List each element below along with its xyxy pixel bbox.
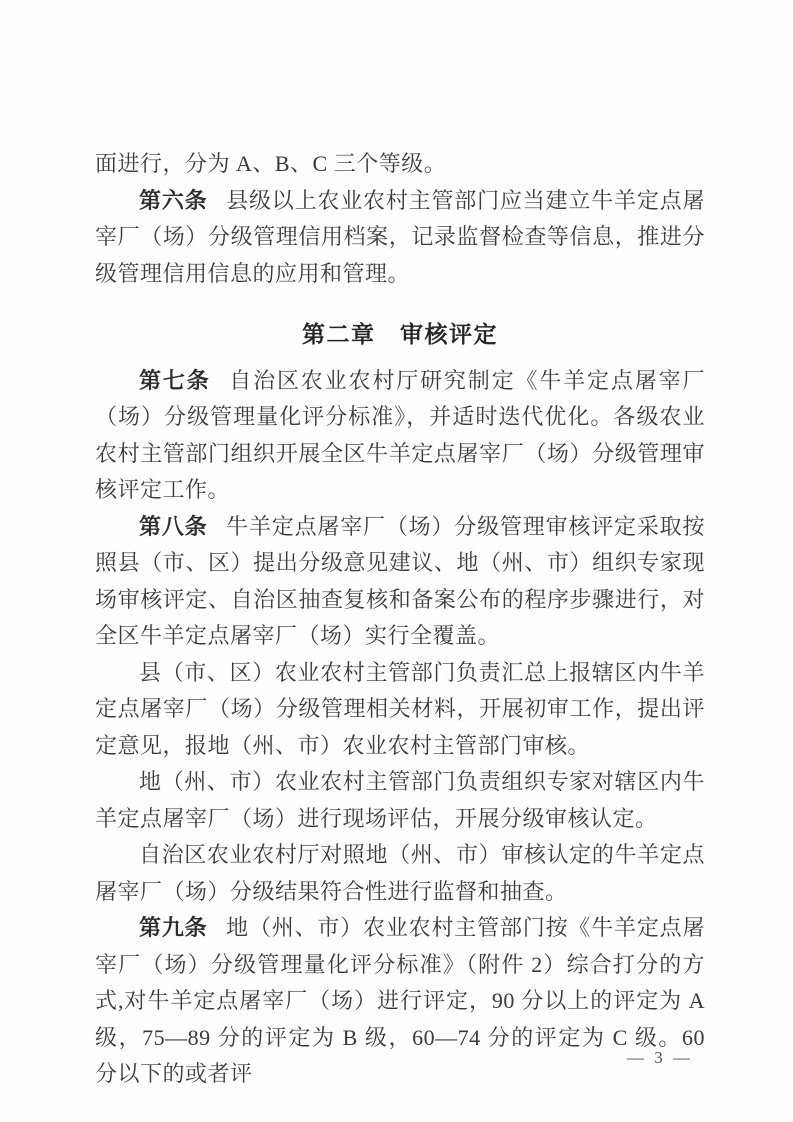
article-7-text: 自治区农业农村厅研究制定《牛羊定点屠宰厂（场）分级管理量化评分标准》，并适时迭代优化。各级农业农村主管部门组织开展全区牛羊定点屠宰厂（场）分级管理审核评定工作。 xyxy=(95,367,705,502)
article-6-text: 县级以上农业农村主管部门应当建立牛羊定点屠宰厂（场）分级管理信用档案，记录监督检查等信息，推进分级管理信用信息的应用和管理。 xyxy=(95,187,705,286)
article-9-number: 第九条 xyxy=(139,915,208,940)
article-9-text: 地（州、市）农业农村主管部门按《牛羊定点屠宰厂（场）分级管理量化评分标准》（附件 2）综合打分的方式,对牛羊定点屠宰厂（场）进行评定，90 分以上的评定为 A 级，75—89 分的评定为 B 级，60—74 分的评定为 C 级。60 分以下的或者评 xyxy=(95,915,705,1086)
paragraph-autonomous-region-duty: 自治区农业农村厅对照地（州、市）审核认定的牛羊定点屠宰厂（场）分级结果符合性进行监督和抽查。 xyxy=(95,842,705,904)
paragraph-continuation: 面进行，分为 A、B、C 三个等级。 xyxy=(95,151,447,176)
article-6-number: 第六条 xyxy=(139,187,208,213)
document-body xyxy=(95,146,705,1093)
paragraph-prefecture-duty: 地（州、市）农业农村主管部门负责组织专家对辖区内牛羊定点屠宰厂（场）进行现场评估，开展分级审核认定。 xyxy=(95,769,705,831)
paragraph-article-6 xyxy=(95,183,705,293)
paragraph-article-9 xyxy=(95,910,705,1093)
article-7-number: 第七条 xyxy=(139,367,211,393)
article-8-text: 牛羊定点屠宰厂（场）分级管理审核评定采取按照县（市、区）提出分级意见建议、地（州、市）组织专家现场审核评定、自治区抽查复核和备案公布的程序步骤进行，对全区牛羊定点屠宰厂（场）实行全覆盖。 xyxy=(95,513,705,648)
paragraph-article-7 xyxy=(95,363,705,509)
paragraph-county-duty: 县（市、区）农业农村主管部门负责汇总上报辖区内牛羊定点屠宰厂（场）分级管理相关材料，开展初审工作，提出评定意见，报地（州、市）农业农村主管部门审核。 xyxy=(95,659,705,758)
article-8-number: 第八条 xyxy=(139,513,208,539)
chapter-heading: 第二章 审核评定 xyxy=(302,322,498,347)
page-number: — 3 — xyxy=(627,1048,693,1067)
paragraph-article-8 xyxy=(95,509,705,655)
